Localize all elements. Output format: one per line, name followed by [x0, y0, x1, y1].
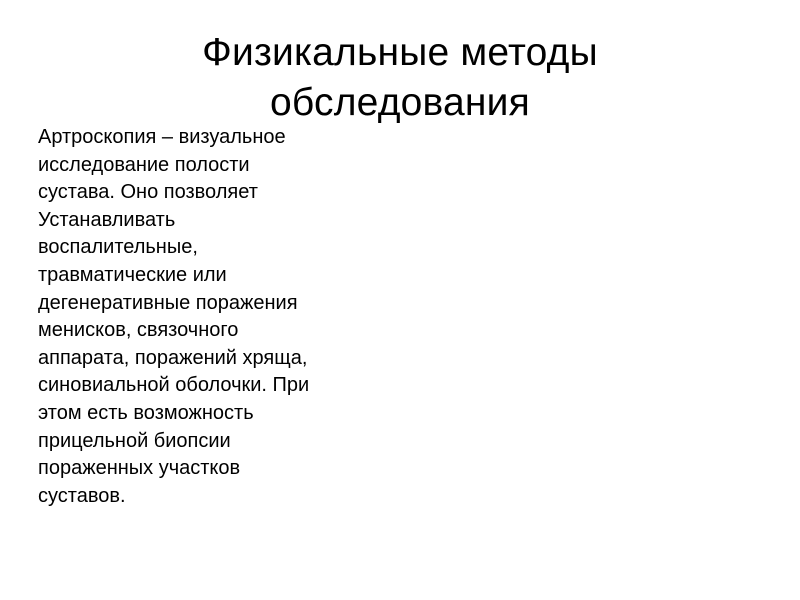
body-line: прицельной биопсии	[38, 429, 231, 452]
slide-body-text	[38, 124, 378, 510]
body-line: этом есть возможность	[38, 401, 254, 424]
body-line: синовиальной оболочки. При	[38, 374, 310, 397]
slide-title-line: Физикальные методы	[202, 31, 598, 74]
body-line: дегенеративные поражения	[38, 291, 298, 314]
body-line: травматические или	[38, 263, 227, 286]
body-line: менисков, связочного	[38, 319, 239, 342]
body-line: суставов.	[38, 484, 126, 507]
slide-title-line: обследования	[270, 81, 530, 124]
body-line: Артроскопия – визуальное	[38, 126, 286, 148]
body-line: пораженных участков	[38, 457, 241, 480]
body-line: исследование полости	[38, 153, 250, 176]
body-line: сустава. Оно позволяет	[38, 181, 258, 204]
body-line: аппарата, поражений хряща,	[38, 346, 308, 369]
slide-title	[80, 28, 720, 128]
body-line: воспалительные,	[38, 236, 198, 259]
body-line: Устанавливать	[38, 208, 176, 231]
